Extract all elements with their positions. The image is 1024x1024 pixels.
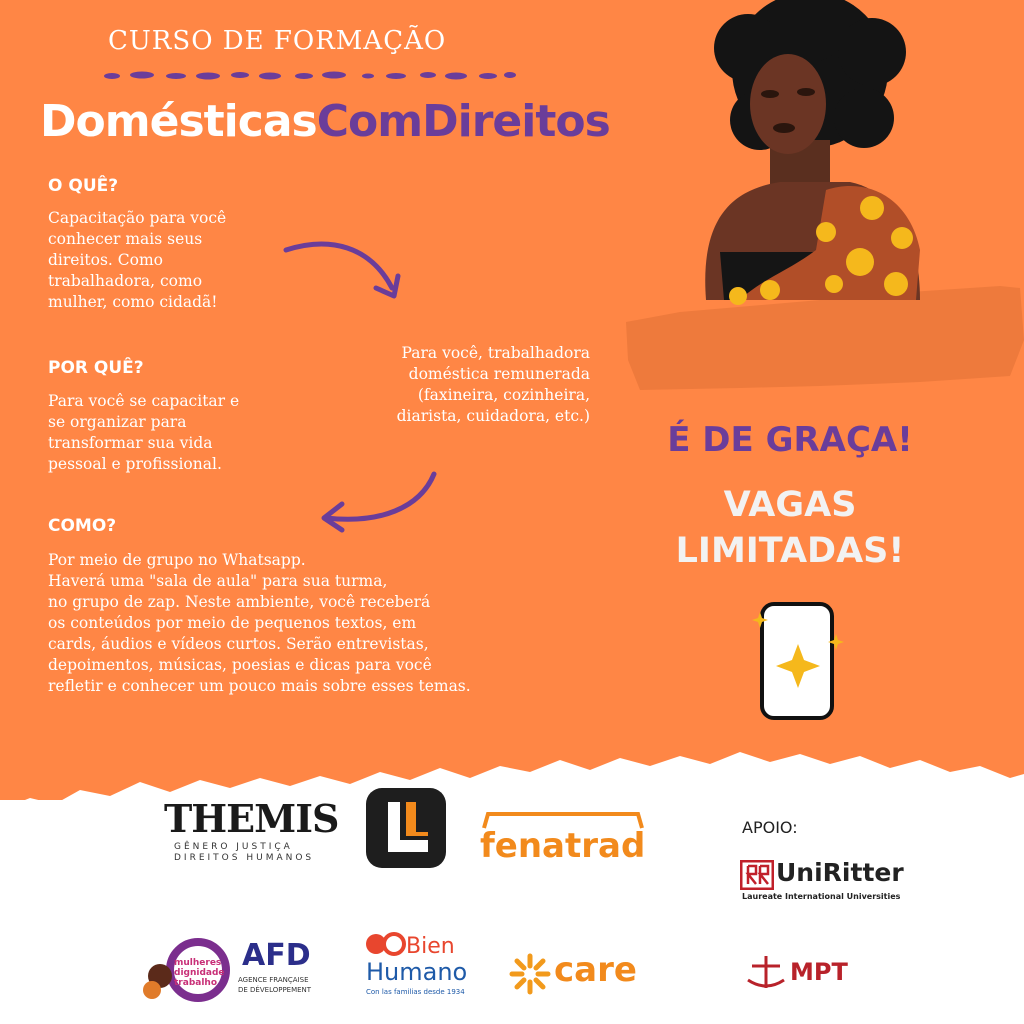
- text-line: conhecer mais seus: [48, 230, 203, 248]
- dashed-underline: [100, 68, 520, 84]
- themis-logo: [164, 796, 339, 866]
- text-line: refletir e conhecer um pouco mais sobre esses temas.: [48, 677, 471, 695]
- uniritter-sub: Laureate International Universities: [742, 892, 901, 901]
- themis-line-1: GÊNERO JUSTIÇA: [174, 842, 293, 852]
- limited-spots: [630, 482, 950, 574]
- text-line: cards, áudios e vídeos curtos. Serão entrevistas,: [48, 635, 429, 653]
- fenatrad-logo: [478, 806, 648, 870]
- mulheres-text: mulheres dignidade trabalho: [174, 958, 225, 988]
- text-line: Por meio de grupo no Whatsapp.: [48, 551, 306, 569]
- text-line: Haverá uma "sala de aula" para sua turma,: [48, 572, 388, 590]
- limited-line-2: LIMITADAS!: [675, 531, 905, 571]
- humano-name: Humano: [366, 958, 468, 986]
- text-line: doméstica remunerada: [408, 365, 590, 383]
- text-line: os conteúdos por meio de pequenos textos, em: [48, 614, 417, 632]
- care-logo: [508, 950, 648, 998]
- text-line: depoimentos, músicas, poesias e dicas para você: [48, 656, 432, 674]
- page-title: [40, 96, 610, 147]
- afd-name: AFD: [242, 938, 311, 973]
- themis-name: THEMIS: [164, 796, 339, 841]
- apoio-label: APOIO:: [742, 818, 798, 837]
- uniritter-logo: [740, 858, 920, 908]
- afd-sub-1: AGENCE FRANÇAISE: [238, 976, 309, 984]
- text-line: (faxineira, cozinheira,: [417, 386, 590, 404]
- text-line: Para você, trabalhadora: [401, 344, 590, 362]
- section-body-why: [48, 391, 239, 475]
- bien-humano-icon: [364, 930, 408, 960]
- section-body-what: [48, 208, 226, 313]
- themis-line-2: DIREITOS HUMANOS: [174, 853, 315, 863]
- arrow-curve-icon: [310, 468, 450, 538]
- care-name: care: [554, 950, 637, 990]
- course-label: CURSO DE FORMAÇÃO: [108, 26, 447, 56]
- section-heading-why: POR QUÊ?: [48, 358, 144, 378]
- text-line: no grupo de zap. Neste ambiente, você receberá: [48, 593, 431, 611]
- mpt-name: MPT: [790, 958, 848, 986]
- bien-humano-logo: [364, 930, 474, 1002]
- woman-illustration: [620, 0, 1024, 400]
- title-part-2: ComDireitos: [316, 96, 610, 147]
- audience-text: [330, 343, 590, 427]
- text-line: se organizar para: [48, 413, 187, 431]
- uniritter-mark-icon: [740, 860, 774, 890]
- mpt-logo: [744, 952, 864, 994]
- text-line: trabalhadora, como: [48, 272, 203, 290]
- section-body-how: [48, 550, 588, 697]
- arrow-curve-icon: [280, 236, 410, 306]
- mpt-emblem-icon: [744, 952, 788, 992]
- text-line: diarista, cuidadora, etc.): [396, 407, 590, 425]
- text-line: pessoal e profissional.: [48, 455, 222, 473]
- free-badge: É DE GRAÇA!: [667, 420, 913, 460]
- bien-humano-sub: Con las familias desde 1934: [366, 988, 465, 996]
- text-line: mulher, como cidadã!: [48, 293, 218, 311]
- limited-line-1: VAGAS: [723, 485, 857, 525]
- text-line: Capacitação para você: [48, 209, 227, 227]
- title-part-1: Domésticas: [40, 96, 317, 147]
- afd-sub-2: DE DÉVELOPPEMENT: [238, 986, 312, 994]
- text-line: Para você se capacitar e: [48, 392, 240, 410]
- text-line: transformar sua vida: [48, 434, 213, 452]
- section-heading-how: COMO?: [48, 516, 117, 536]
- bien-name: Bien: [406, 934, 455, 959]
- phone-icon: [748, 598, 848, 724]
- section-heading-what: O QUÊ?: [48, 176, 119, 196]
- fenatrad-name: fenatrad: [480, 826, 646, 866]
- l-logo: [364, 786, 448, 870]
- mulheres-afd-logo: [140, 936, 350, 1002]
- uniritter-name: UniRitter: [776, 858, 904, 887]
- care-sun-icon: [508, 952, 552, 996]
- text-line: direitos. Como: [48, 251, 164, 269]
